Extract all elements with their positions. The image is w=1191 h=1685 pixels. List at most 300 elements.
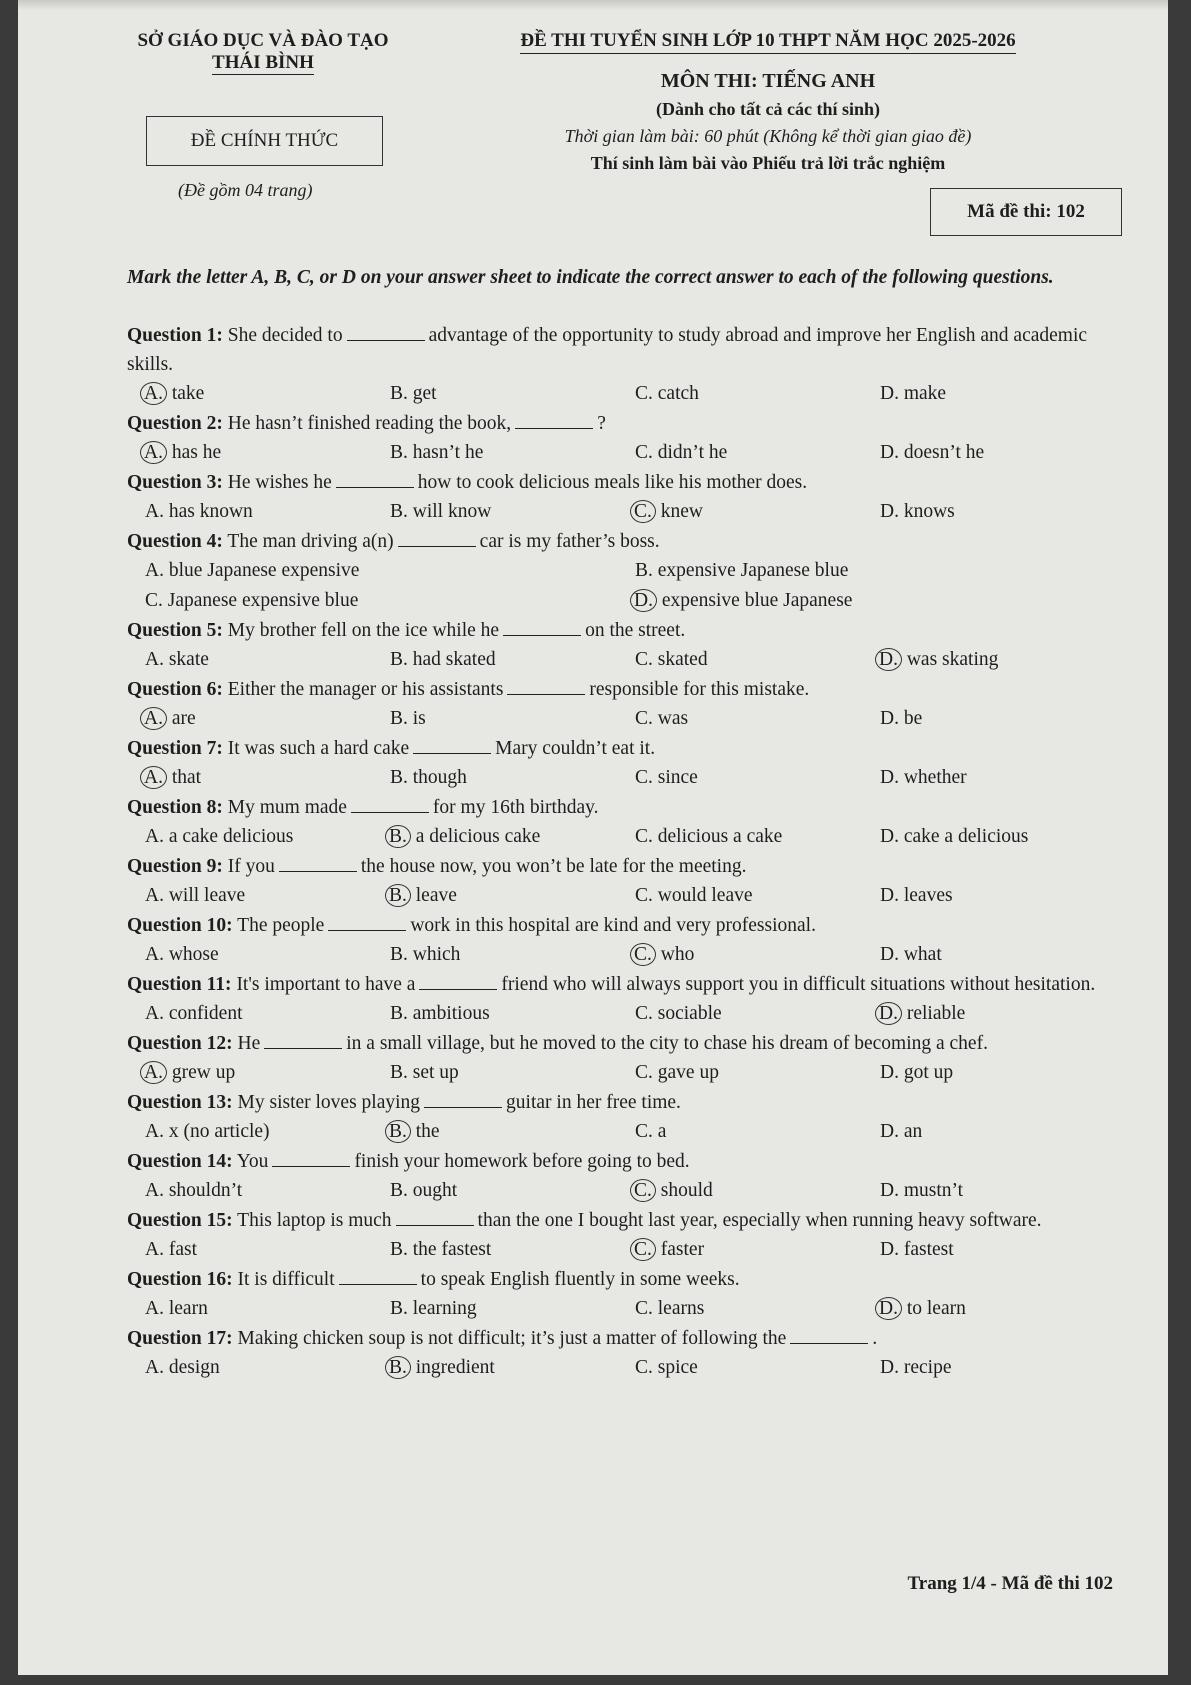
option-letter: C. xyxy=(635,767,653,788)
option-letter: B. xyxy=(390,944,408,965)
option-list xyxy=(127,763,1127,793)
answer-option-d[interactable] xyxy=(862,881,1107,911)
option-letter: D. xyxy=(880,442,899,463)
option-letter: A. xyxy=(145,1121,164,1142)
instruction-text: Mark the letter A, B, C, or D on your answer sheet to indicate the correct answer to each of the following questions. xyxy=(127,267,1054,288)
exam-header xyxy=(473,30,1063,174)
option-text: reliable xyxy=(901,1003,966,1024)
exam-page xyxy=(18,0,1168,1675)
option-text: fastest xyxy=(898,1239,954,1260)
answer-blank xyxy=(424,1091,502,1108)
option-text: the xyxy=(410,1121,440,1142)
option-text: be xyxy=(898,708,923,729)
question-item xyxy=(127,1088,1127,1147)
option-letter: A. xyxy=(145,501,164,522)
option-text: confident xyxy=(163,1003,243,1024)
question-item xyxy=(127,1147,1127,1206)
question-item xyxy=(127,616,1127,675)
option-letter: B. xyxy=(390,501,408,522)
answer-option-d[interactable] xyxy=(862,1235,1107,1265)
option-text: learns xyxy=(652,1298,705,1319)
option-list xyxy=(127,999,1127,1029)
option-letter: C. xyxy=(630,943,656,966)
answer-option-a[interactable] xyxy=(127,1117,372,1147)
option-letter: D. xyxy=(880,944,899,965)
question-stem xyxy=(127,675,1127,704)
option-letter: B. xyxy=(390,383,408,404)
answer-option-a[interactable] xyxy=(127,438,372,468)
option-letter: B. xyxy=(390,442,408,463)
option-letter: A. xyxy=(145,1239,164,1260)
option-letter: C. xyxy=(635,1062,653,1083)
option-letter: C. xyxy=(635,442,653,463)
official-exam-box: ĐỀ CHÍNH THỨC xyxy=(146,116,383,166)
question-item xyxy=(127,852,1127,911)
question-text-before: You xyxy=(236,1151,269,1172)
option-list xyxy=(127,438,1127,468)
question-text-after: work in this hospital are kind and very professional. xyxy=(410,915,816,936)
answer-blank xyxy=(419,973,497,990)
option-text: ambitious xyxy=(407,1003,490,1024)
answer-option-c[interactable] xyxy=(617,1294,862,1324)
option-letter: C. xyxy=(635,649,653,670)
question-label: Question 14: xyxy=(127,1151,233,1172)
answer-option-a[interactable] xyxy=(127,1058,372,1088)
question-text-after: the house now, you won’t be late for the meeting. xyxy=(360,856,747,877)
department-name: SỞ GIÁO DỤC VÀ ĐÀO TẠO xyxy=(137,30,389,51)
answer-blank xyxy=(507,678,585,695)
option-list xyxy=(127,497,1127,527)
option-text: will leave xyxy=(163,885,246,906)
question-text-before: She decided to xyxy=(227,325,343,346)
answer-option-b[interactable] xyxy=(372,379,617,409)
answer-option-b[interactable] xyxy=(372,1058,617,1088)
paper-shadow xyxy=(18,0,1168,10)
option-text: fast xyxy=(163,1239,197,1260)
question-text-after: Mary couldn’t eat it. xyxy=(495,738,656,759)
option-letter: C. xyxy=(635,1003,653,1024)
option-letter: C. xyxy=(635,383,653,404)
option-letter: C. xyxy=(635,1357,653,1378)
answer-option-c[interactable] xyxy=(127,586,617,616)
question-text-before: It was such a hard cake xyxy=(227,738,410,759)
answer-option-d[interactable] xyxy=(617,586,1107,616)
option-text: get xyxy=(407,383,437,404)
option-letter: B. xyxy=(390,1062,408,1083)
answer-option-b[interactable] xyxy=(372,497,617,527)
answer-option-c[interactable] xyxy=(617,1353,862,1383)
option-text: ought xyxy=(407,1180,458,1201)
answer-option-b[interactable] xyxy=(372,763,617,793)
answer-option-c[interactable] xyxy=(617,497,862,527)
question-stem xyxy=(127,1029,1127,1058)
question-text-before: My brother fell on the ice while he xyxy=(227,620,500,641)
exam-audience: (Dành cho tất cả các thí sinh) xyxy=(656,99,880,119)
option-list xyxy=(127,379,1127,409)
question-text-before: If you xyxy=(227,856,275,877)
option-letter: A. xyxy=(145,1180,164,1201)
option-text: was xyxy=(652,708,689,729)
option-text: expensive blue Japanese xyxy=(656,590,853,611)
option-text: that xyxy=(166,767,202,788)
option-letter: A. xyxy=(145,1003,164,1024)
answer-option-a[interactable] xyxy=(127,881,372,911)
department-header xyxy=(103,30,423,75)
question-text-before: My sister loves playing xyxy=(237,1092,421,1113)
option-letter: D. xyxy=(880,708,899,729)
option-text: shouldn’t xyxy=(163,1180,243,1201)
question-label: Question 13: xyxy=(127,1092,233,1113)
answer-option-d[interactable] xyxy=(862,704,1107,734)
question-label: Question 1: xyxy=(127,325,223,346)
question-stem xyxy=(127,852,1127,881)
option-text: hasn’t he xyxy=(407,442,484,463)
option-letter: D. xyxy=(880,501,899,522)
answer-option-c[interactable] xyxy=(617,438,862,468)
answer-blank xyxy=(339,1268,417,1285)
answer-option-b[interactable] xyxy=(372,822,617,852)
option-text: who xyxy=(655,944,695,965)
question-text-before: Making chicken soup is not difficult; it’s just a matter of following the xyxy=(237,1328,787,1349)
option-text: is xyxy=(407,708,426,729)
exam-subject: MÔN THI: TIẾNG ANH xyxy=(660,70,876,92)
option-text: spice xyxy=(652,1357,698,1378)
question-text-after: finish your homework before going to bed. xyxy=(354,1151,690,1172)
option-text: learn xyxy=(163,1298,208,1319)
question-text-before: It's important to have a xyxy=(236,974,416,995)
question-stem xyxy=(127,793,1127,822)
option-text: gave up xyxy=(652,1062,719,1083)
answer-option-b[interactable] xyxy=(372,438,617,468)
option-letter: A. xyxy=(140,707,167,730)
question-item xyxy=(127,734,1127,793)
option-list xyxy=(127,822,1127,852)
question-text-before: Either the manager or his assistants xyxy=(227,679,504,700)
answer-option-c[interactable] xyxy=(617,822,862,852)
option-text: a cake delicious xyxy=(163,826,294,847)
option-text: expensive Japanese blue xyxy=(652,560,849,581)
question-stem xyxy=(127,409,1127,438)
question-item xyxy=(127,1324,1127,1383)
question-item xyxy=(127,1029,1127,1088)
option-text: skated xyxy=(652,649,708,670)
question-stem xyxy=(127,468,1127,497)
question-stem xyxy=(127,1265,1127,1294)
answer-option-a[interactable] xyxy=(127,1176,372,1206)
answer-option-d[interactable] xyxy=(862,763,1107,793)
question-text-after: in a small village, but he moved to the city to chase his dream of becoming a chef. xyxy=(346,1033,988,1054)
option-letter: D. xyxy=(875,1297,902,1320)
answer-option-d[interactable] xyxy=(862,999,1107,1029)
option-text: to learn xyxy=(901,1298,966,1319)
option-list xyxy=(127,881,1127,911)
answer-option-c[interactable] xyxy=(617,1058,862,1088)
option-text: knows xyxy=(898,501,955,522)
option-letter: C. xyxy=(635,885,653,906)
answer-option-d[interactable] xyxy=(862,438,1107,468)
answer-option-a[interactable] xyxy=(127,497,372,527)
option-letter: C. xyxy=(635,1121,653,1142)
pages-note: (Đề gồm 04 trang) xyxy=(178,180,313,200)
answer-option-a[interactable] xyxy=(127,1294,372,1324)
option-text: skate xyxy=(163,649,209,670)
question-text-after: on the street. xyxy=(585,620,686,641)
option-letter: A. xyxy=(145,944,164,965)
answer-option-d[interactable] xyxy=(862,1294,1107,1324)
answer-blank xyxy=(413,737,491,754)
answer-option-d[interactable] xyxy=(862,379,1107,409)
answer-blank xyxy=(347,324,425,341)
answer-option-d[interactable] xyxy=(862,1176,1107,1206)
question-label: Question 6: xyxy=(127,679,223,700)
question-label: Question 9: xyxy=(127,856,223,877)
province-name: THÁI BÌNH xyxy=(212,52,314,73)
answer-option-a[interactable] xyxy=(127,556,617,586)
question-item xyxy=(127,409,1127,468)
answer-blank xyxy=(503,619,581,636)
option-letter: A. xyxy=(140,441,167,464)
option-list xyxy=(127,1235,1127,1265)
question-label: Question 2: xyxy=(127,413,223,434)
option-text: should xyxy=(655,1180,713,1201)
question-label: Question 3: xyxy=(127,472,223,493)
option-letter: A. xyxy=(140,766,167,789)
question-text-before: He wishes he xyxy=(227,472,332,493)
question-stem xyxy=(127,734,1127,763)
question-text-after: responsible for this mistake. xyxy=(589,679,810,700)
question-item xyxy=(127,970,1127,1029)
question-label: Question 10: xyxy=(127,915,233,936)
answer-option-a[interactable] xyxy=(127,763,372,793)
option-text: which xyxy=(407,944,461,965)
answer-option-a[interactable] xyxy=(127,645,372,675)
answer-option-b[interactable] xyxy=(372,1117,617,1147)
option-text: faster xyxy=(655,1239,705,1260)
question-text-after: to speak English fluently in some weeks. xyxy=(420,1269,740,1290)
answer-option-d[interactable] xyxy=(862,497,1107,527)
option-text: whether xyxy=(898,767,967,788)
option-letter: B. xyxy=(390,1239,408,1260)
option-letter: A. xyxy=(145,1357,164,1378)
option-text: cake a delicious xyxy=(898,826,1029,847)
answer-blank xyxy=(351,796,429,813)
answer-option-b[interactable] xyxy=(372,1176,617,1206)
question-stem xyxy=(127,321,1127,379)
question-label: Question 11: xyxy=(127,974,232,995)
option-text: what xyxy=(898,944,942,965)
option-text: had skated xyxy=(407,649,496,670)
question-stem xyxy=(127,1324,1127,1353)
option-text: x (no article) xyxy=(163,1121,270,1142)
question-label: Question 17: xyxy=(127,1328,233,1349)
answer-blank xyxy=(272,1150,350,1167)
option-list xyxy=(127,940,1127,970)
question-text-after: friend who will always support you in difficult situations without hesitation. xyxy=(501,974,1096,995)
option-text: knew xyxy=(655,501,704,522)
answer-option-d[interactable] xyxy=(862,822,1107,852)
option-letter: A. xyxy=(140,1061,167,1084)
option-list xyxy=(127,1294,1127,1324)
option-letter: A. xyxy=(145,560,164,581)
option-text: mustn’t xyxy=(898,1180,964,1201)
page-footer: Trang 1/4 - Mã đề thi 102 xyxy=(907,1573,1113,1594)
answer-option-c[interactable] xyxy=(617,999,862,1029)
question-stem xyxy=(127,1147,1127,1176)
question-item xyxy=(127,1206,1127,1265)
option-letter: D. xyxy=(880,1357,899,1378)
option-letter: D. xyxy=(880,1180,899,1201)
question-text-before: The man driving a(n) xyxy=(227,531,394,552)
option-text: has known xyxy=(163,501,253,522)
answer-option-d[interactable] xyxy=(862,1117,1107,1147)
option-list xyxy=(127,1353,1127,1383)
option-text: would leave xyxy=(652,885,753,906)
answer-option-a[interactable] xyxy=(127,940,372,970)
answer-option-a[interactable] xyxy=(127,822,372,852)
option-list xyxy=(127,1176,1127,1206)
question-text-before: He hasn’t finished reading the book, xyxy=(227,413,512,434)
answer-option-b[interactable] xyxy=(372,999,617,1029)
option-text: doesn’t he xyxy=(898,442,985,463)
option-text: delicious a cake xyxy=(652,826,783,847)
answer-blank xyxy=(790,1327,868,1344)
answer-option-c[interactable] xyxy=(617,1117,862,1147)
option-text: the fastest xyxy=(407,1239,492,1260)
answer-option-d[interactable] xyxy=(862,1058,1107,1088)
option-letter: D. xyxy=(880,383,899,404)
question-label: Question 12: xyxy=(127,1033,233,1054)
option-letter: C. xyxy=(630,1238,656,1261)
answer-option-c[interactable] xyxy=(617,379,862,409)
question-text-before: This laptop is much xyxy=(237,1210,392,1231)
option-letter: A. xyxy=(145,649,164,670)
option-text: sociable xyxy=(652,1003,722,1024)
option-letter: D. xyxy=(880,826,899,847)
answer-sheet-note: Thí sinh làm bài vào Phiếu trả lời trắc nghiệm xyxy=(590,153,946,173)
question-text-before: It is difficult xyxy=(237,1269,335,1290)
answer-option-c[interactable] xyxy=(617,763,862,793)
option-letter: D. xyxy=(880,767,899,788)
answer-option-a[interactable] xyxy=(127,1235,372,1265)
option-letter: D. xyxy=(880,885,899,906)
option-letter: B. xyxy=(385,1356,411,1379)
option-letter: A. xyxy=(145,1298,164,1319)
answer-option-d[interactable] xyxy=(862,940,1107,970)
answer-option-a[interactable] xyxy=(127,379,372,409)
answer-blank xyxy=(396,1209,474,1226)
question-text-after: . xyxy=(872,1328,878,1349)
answer-option-a[interactable] xyxy=(127,1353,372,1383)
answer-option-b[interactable] xyxy=(372,1235,617,1265)
question-text-after: how to cook delicious meals like his mother does. xyxy=(417,472,808,493)
answer-option-b[interactable] xyxy=(372,1294,617,1324)
answer-option-d[interactable] xyxy=(862,645,1107,675)
option-letter: A. xyxy=(140,382,167,405)
answer-blank xyxy=(336,471,414,488)
option-text: leave xyxy=(410,885,457,906)
question-text-before: My mum made xyxy=(227,797,347,818)
question-stem xyxy=(127,616,1127,645)
option-text: grew up xyxy=(166,1062,236,1083)
option-list xyxy=(127,1117,1127,1147)
answer-blank xyxy=(279,855,357,872)
option-text: an xyxy=(898,1121,923,1142)
answer-option-b[interactable] xyxy=(372,645,617,675)
option-letter: B. xyxy=(390,767,408,788)
question-label: Question 7: xyxy=(127,738,223,759)
question-text-after: car is my father’s boss. xyxy=(479,531,660,552)
question-item xyxy=(127,911,1127,970)
answer-option-c[interactable] xyxy=(617,881,862,911)
option-list xyxy=(127,1058,1127,1088)
option-text: since xyxy=(652,767,698,788)
question-label: Question 4: xyxy=(127,531,223,552)
answer-blank xyxy=(264,1032,342,1049)
option-letter: D. xyxy=(880,1239,899,1260)
option-text: take xyxy=(166,383,205,404)
question-item xyxy=(127,793,1127,852)
answer-option-b[interactable] xyxy=(372,881,617,911)
option-text: learning xyxy=(407,1298,477,1319)
answer-option-c[interactable] xyxy=(617,940,862,970)
answer-option-c[interactable] xyxy=(617,1235,862,1265)
question-item xyxy=(127,468,1127,527)
option-letter: D. xyxy=(630,589,657,612)
option-text: design xyxy=(163,1357,220,1378)
option-list xyxy=(127,645,1127,675)
option-letter: C. xyxy=(635,1298,653,1319)
answer-option-a[interactable] xyxy=(127,999,372,1029)
option-text: ingredient xyxy=(410,1357,495,1378)
option-text: will know xyxy=(407,501,492,522)
answer-option-c[interactable] xyxy=(617,1176,862,1206)
option-letter: C. xyxy=(635,826,653,847)
answer-option-d[interactable] xyxy=(862,1353,1107,1383)
answer-option-b[interactable] xyxy=(372,1353,617,1383)
option-text: recipe xyxy=(898,1357,952,1378)
answer-option-b[interactable] xyxy=(372,940,617,970)
answer-option-a[interactable] xyxy=(127,704,372,734)
question-text-before: The people xyxy=(237,915,325,936)
option-text: didn’t he xyxy=(652,442,728,463)
option-letter: B. xyxy=(385,825,411,848)
answer-option-c[interactable] xyxy=(617,704,862,734)
question-text-after: ? xyxy=(597,413,606,434)
option-letter: C. xyxy=(630,1179,656,1202)
question-text-after: than the one I bought last year, especially when running heavy software. xyxy=(477,1210,1042,1231)
exam-title: ĐỀ THI TUYỂN SINH LỚP 10 THPT NĂM HỌC 2025-2026 xyxy=(520,30,1015,54)
answer-option-c[interactable] xyxy=(617,645,862,675)
option-text: are xyxy=(166,708,196,729)
option-text: make xyxy=(898,383,947,404)
option-letter: A. xyxy=(145,826,164,847)
answer-option-b[interactable] xyxy=(617,556,1107,586)
option-letter: A. xyxy=(145,885,164,906)
answer-option-b[interactable] xyxy=(372,704,617,734)
exam-code-box: Mã đề thi: 102 xyxy=(930,188,1122,236)
option-letter: C. xyxy=(145,590,163,611)
question-stem xyxy=(127,1206,1127,1235)
option-list xyxy=(127,556,1127,616)
question-stem xyxy=(127,911,1127,940)
option-letter: B. xyxy=(390,708,408,729)
option-letter: B. xyxy=(390,1180,408,1201)
option-text: whose xyxy=(163,944,219,965)
option-text: leaves xyxy=(898,885,953,906)
exam-duration: Thời gian làm bài: 60 phút (Không kể thời gian giao đề) xyxy=(564,126,972,146)
question-label: Question 15: xyxy=(127,1210,233,1231)
question-item xyxy=(127,675,1127,734)
